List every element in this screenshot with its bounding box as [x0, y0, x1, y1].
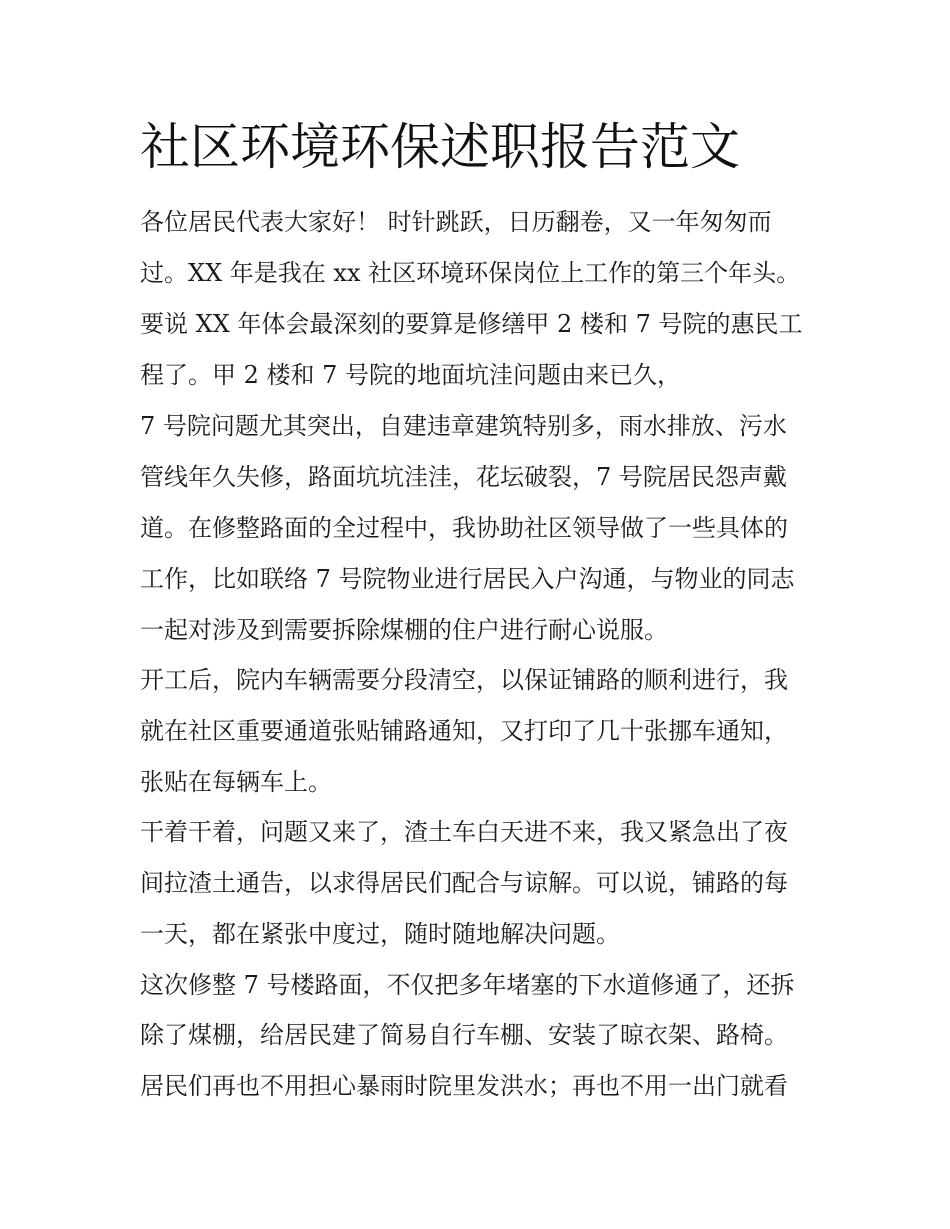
body-text-line: 工作，比如联络 7 号院物业进行居民入户沟通，与物业的同志: [140, 565, 795, 593]
body-text-line: 程了。甲 2 楼和 7 号院的地面坑洼问题由来已久，: [140, 361, 682, 389]
body-text-line: 干着干着，问题又来了，渣土车白天进不来，我又紧急出了夜: [140, 818, 788, 846]
body-text-line: 管线年久失修，路面坑坑洼洼，花坛破裂，7 号院居民怨声戴: [140, 463, 787, 491]
body-text-line: 除了煤棚，给居民建了简易自行车棚、安装了晾衣架、路椅。: [140, 1021, 788, 1049]
body-text-line: 道。在修整路面的全过程中，我协助社区领导做了一些具体的: [140, 514, 788, 542]
body-text-line: 这次修整 7 号楼路面，不仅把多年堵塞的下水道修通了，还拆: [140, 971, 795, 999]
body-text-line: 要说 XX 年体会最深刻的要算是修缮甲 2 楼和 7 号院的惠民工: [140, 310, 803, 338]
body-text-line: 各位居民代表大家好！ 时针跳跃，日历翻卷，又一年匆匆而: [140, 208, 772, 236]
body-text-line: 就在社区重要通道张贴铺路通知，又打印了几十张挪车通知，: [140, 717, 788, 745]
document-title: 社区环境环保述职报告范文: [140, 118, 740, 176]
body-text-line: 一天，都在紧张中度过，随时随地解决问题。: [140, 920, 620, 948]
body-text-line: 张贴在每辆车上。: [140, 768, 332, 796]
body-text-line: 间拉渣土通告，以求得居民们配合与谅解。可以说，铺路的每: [140, 869, 788, 897]
body-text-line: 居民们再也不用担心暴雨时院里发洪水；再也不用一出门就看: [140, 1072, 788, 1100]
body-text-line: 过。XX 年是我在 xx 社区环境环保岗位上工作的第三个年头。: [140, 259, 801, 287]
body-text-line: 开工后，院内车辆需要分段清空，以保证铺路的顺利进行，我: [140, 666, 788, 694]
body-text-line: 7 号院问题尤其突出，自建违章建筑特别多，雨水排放、污水: [140, 412, 787, 440]
body-text-line: 一起对涉及到需要拆除煤棚的住户进行耐心说服。: [140, 616, 668, 644]
